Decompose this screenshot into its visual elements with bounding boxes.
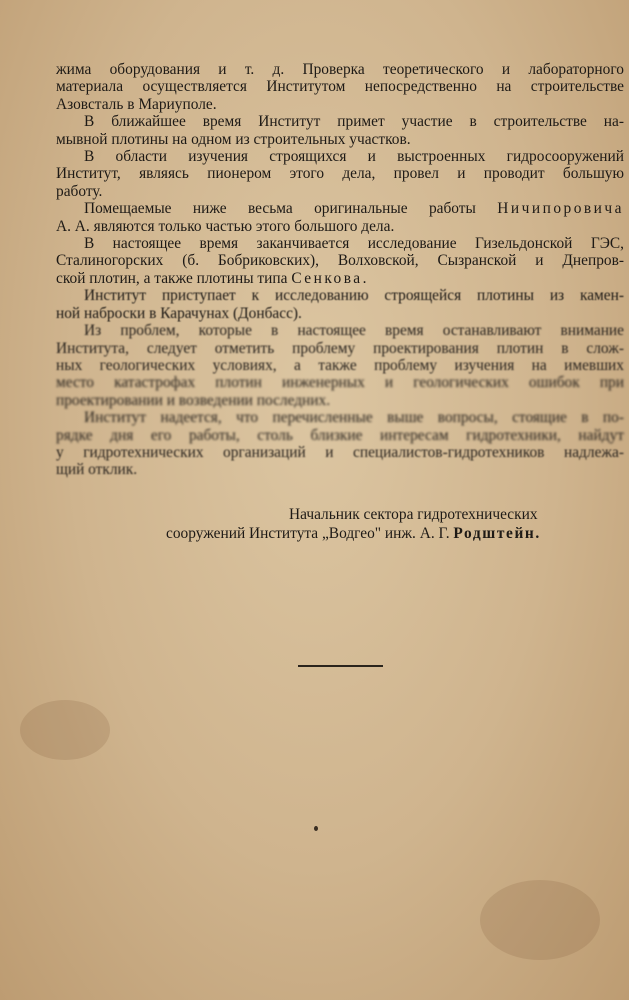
- body-text: [56, 61, 624, 479]
- text-line: рядке дня его работы, столь близкие интересам гидротехники, найдут: [56, 426, 624, 444]
- text-line: ных геологических условиях, а также проблему изучения на имевших: [56, 356, 624, 374]
- text-line: проектировании и возведении последних.: [56, 391, 331, 409]
- text-line: щий отклик.: [56, 461, 138, 479]
- text-line: В ближайшее время Институт примет участие в строительстве на-: [84, 113, 624, 131]
- text-line: Институт, являясь пионером этого дела, провел и проводит большую: [56, 165, 624, 183]
- text-line: Сталиногорских (б. Бобриковских), Волховской, Сызранской и Днепров-: [56, 252, 624, 270]
- text-line: ной наброски в Карачунах (Донбасс).: [56, 304, 302, 322]
- text-line: Из проблем, которые в настоящее время останавливают внимание: [84, 322, 624, 340]
- text-line: работу.: [56, 182, 103, 200]
- text-line: В настоящее время заканчивается исследование Гизельдонской ГЭС,: [84, 235, 624, 253]
- text-line: у гидротехнических организаций и специалистов-гидротехников надлежа-: [56, 443, 624, 461]
- text-line: [56, 200, 624, 217]
- text-line: В области изучения строящихся и выстроенных гидросооружений: [84, 148, 624, 166]
- text-line: [56, 270, 624, 287]
- section-divider: [298, 665, 383, 667]
- signature-name: Родштейн.: [453, 525, 541, 542]
- author-name: Ничипоровича: [497, 200, 624, 218]
- paper-stain: [20, 700, 110, 760]
- text-line: Института, следует отметить проблему проектирования плотин в слож-: [56, 339, 624, 357]
- text-line: мывной плотины на одном из строительных участков.: [56, 130, 411, 148]
- text-line: А. А. являются только частью этого большого дела.: [56, 217, 395, 235]
- signature-prefix: сооружений Института „Водгео" инж. А. Г.: [166, 525, 450, 542]
- text-line: место катастрофах плотин инженерных и геологических ошибок при: [56, 374, 624, 392]
- text-line: материала осуществляется Институтом непосредственно на строительстве: [56, 78, 624, 96]
- signature-title: Начальник сектора гидротехнических: [289, 506, 538, 523]
- ink-dot: [314, 826, 318, 831]
- text-line: Институт приступает к исследованию строящейся плотины из камен-: [84, 287, 624, 305]
- text-fragment: ской плотин, а также плотины типа: [56, 269, 288, 287]
- signature-position: [56, 524, 624, 543]
- text-line: жима оборудования и т. д. Проверка теоретического и лабораторного: [56, 61, 624, 78]
- dam-type-name: Сенкова.: [291, 269, 369, 287]
- paper-stain: [480, 880, 600, 960]
- text-line: Азовсталь в Мариуполе.: [56, 95, 217, 113]
- signature-block: [56, 505, 624, 543]
- text-fragment: Помещаемые ниже весьма оригинальные работы: [84, 200, 476, 218]
- text-line: Институт надеется, что перечисленные выше вопросы, стоящие в по-: [84, 409, 624, 427]
